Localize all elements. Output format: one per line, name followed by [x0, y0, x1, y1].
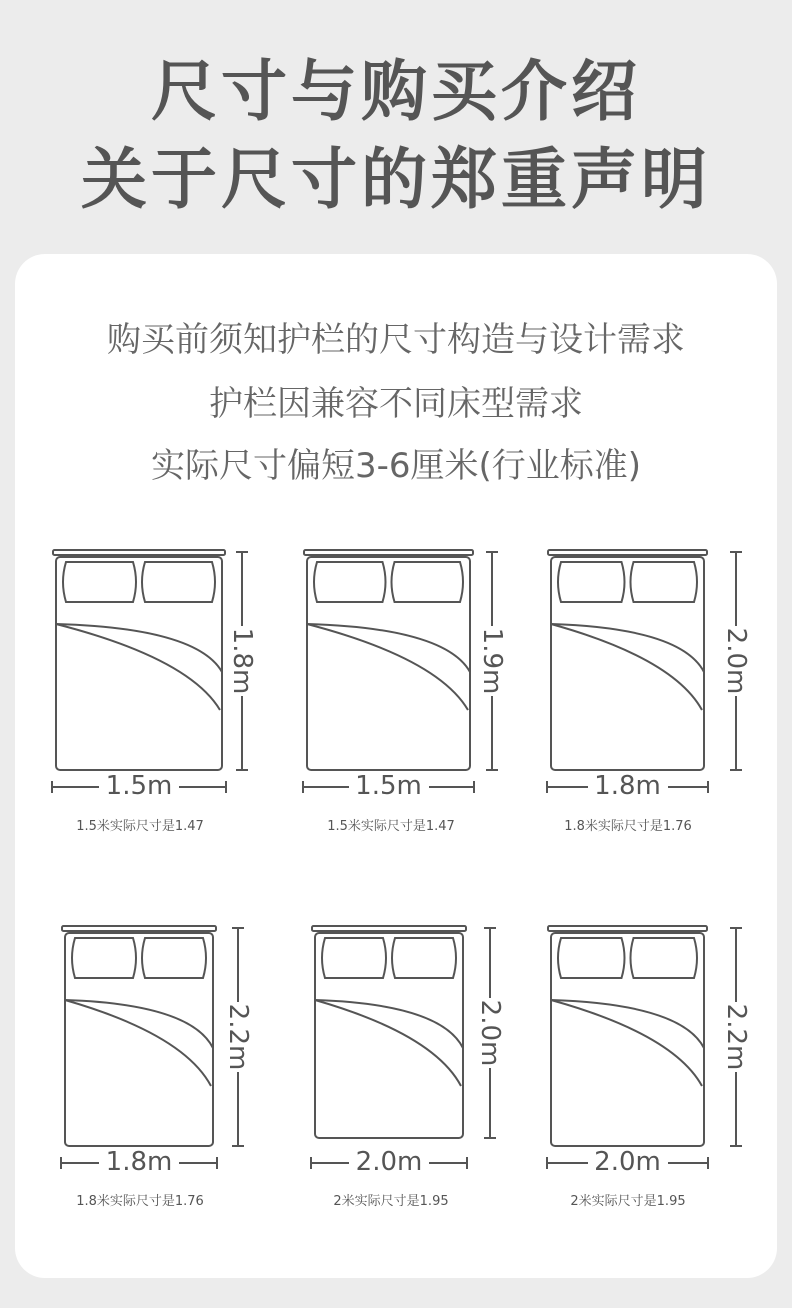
bed-width-label: 1.5m [99, 772, 179, 800]
bed-actual-size-caption: 1.8米实际尺寸是1.76 [564, 819, 692, 834]
bed-actual-size-caption: 1.5米实际尺寸是1.47 [327, 819, 455, 834]
page-subtitle: 关于尺寸的郑重声明 [81, 141, 711, 218]
bed-length-label: 2.0m [721, 627, 751, 695]
bed-width-label: 2.0m [588, 1148, 668, 1176]
notice-line-1: 购买前须知护栏的尺寸构造与设计需求 [107, 320, 685, 360]
bed-frame [551, 933, 704, 1146]
bed-length-label: 2.2m [223, 1003, 253, 1071]
page-title: 尺寸与购买介绍 [151, 53, 641, 130]
bed-length-label: 2.2m [721, 1003, 751, 1071]
bed-length-label: 2.0m [475, 999, 505, 1067]
headboard [548, 926, 707, 931]
pillow-2 [631, 938, 698, 978]
blanket-edge-fold [551, 1000, 702, 1086]
notice-line-2: 护栏因兼容不同床型需求 [209, 384, 583, 424]
pillow-1 [558, 938, 625, 978]
bed-width-label: 1.8m [588, 772, 668, 800]
bed-actual-size-caption: 1.5米实际尺寸是1.47 [76, 819, 204, 834]
bed-actual-size-caption: 1.8米实际尺寸是1.76 [76, 1194, 204, 1209]
bed-length-label: 1.9m [477, 627, 507, 695]
bed-actual-size-caption: 2米实际尺寸是1.95 [570, 1194, 686, 1209]
bed-width-label: 2.0m [349, 1148, 429, 1176]
bed-length-label: 1.8m [227, 627, 257, 695]
bed-actual-size-caption: 2米实际尺寸是1.95 [333, 1194, 449, 1209]
notice-line-3: 实际尺寸偏短3-6厘米(行业标准) [150, 446, 642, 486]
bed-width-label: 1.5m [349, 772, 429, 800]
bed-width-label: 1.8m [99, 1148, 179, 1176]
